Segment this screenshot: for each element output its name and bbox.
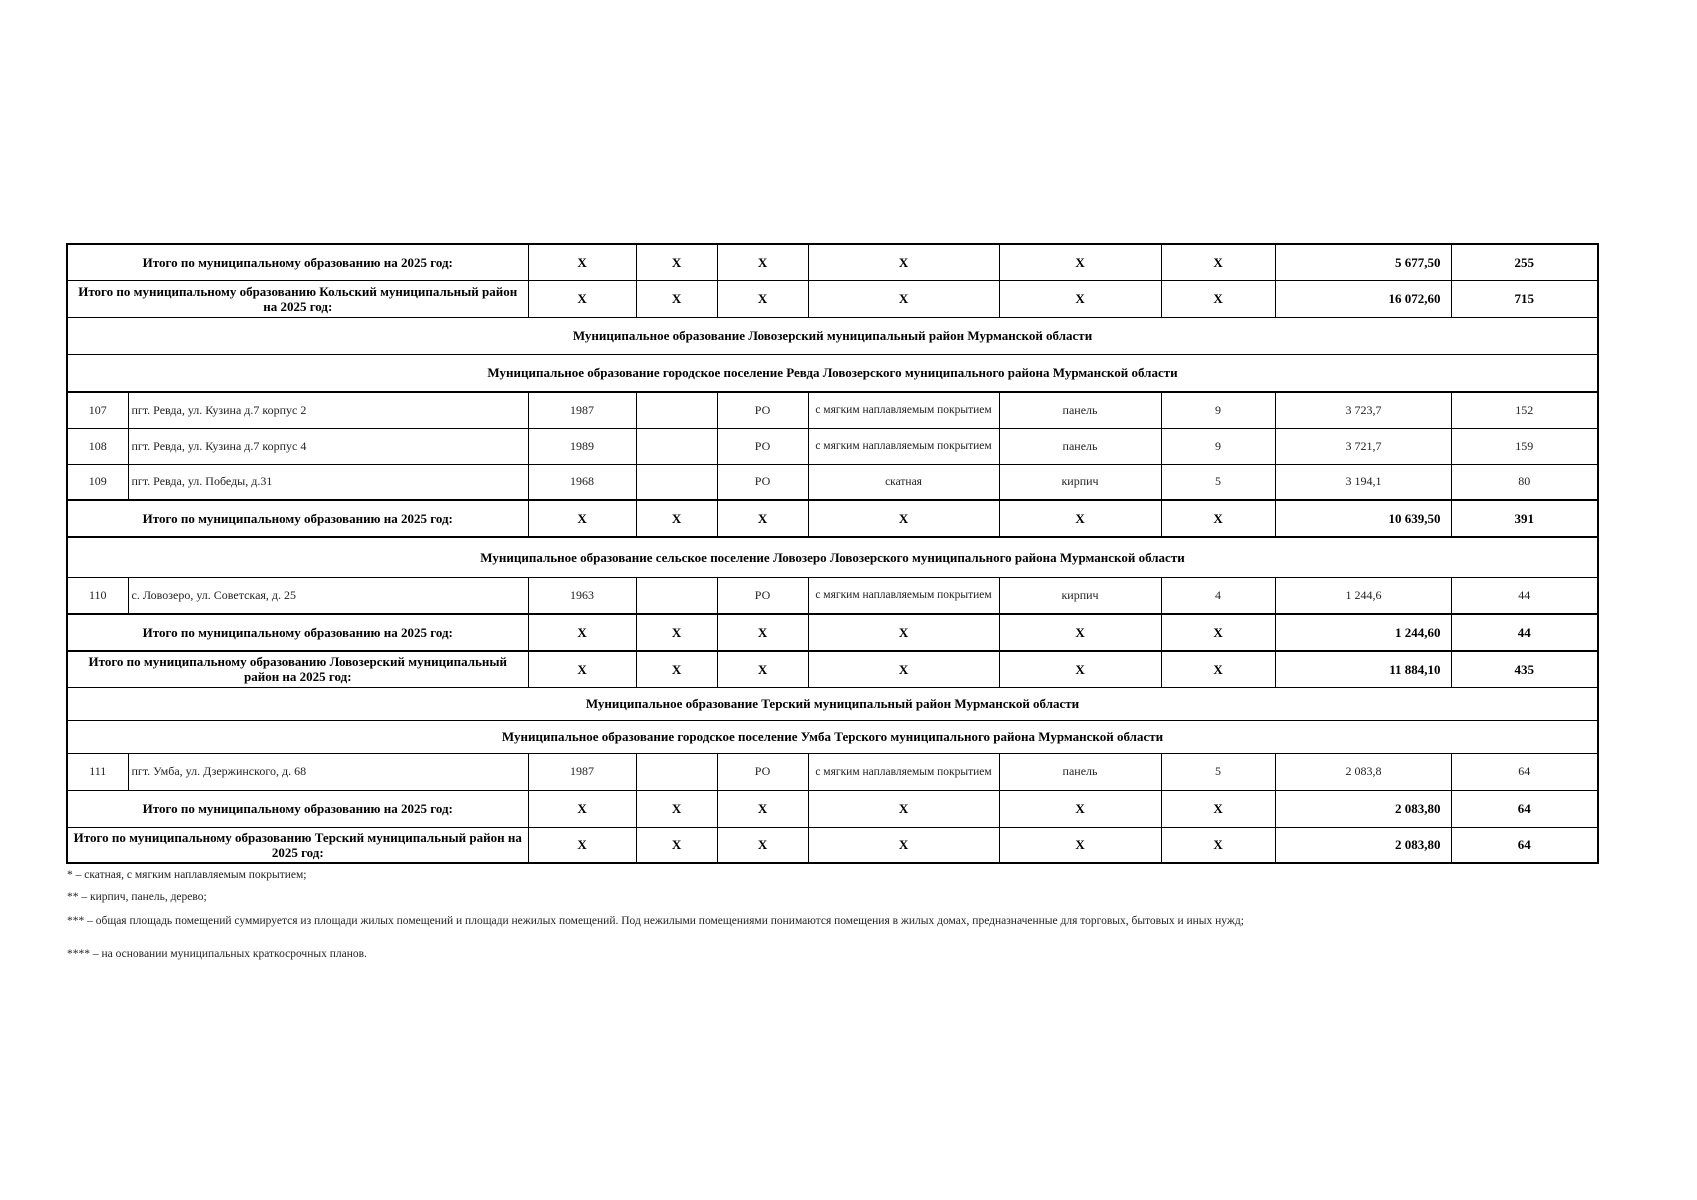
total-row xyxy=(67,790,1598,827)
total-area: 11 884,10 xyxy=(1275,651,1451,687)
address-cell: пгт. Ревда, ул. Кузина д.7 корпус 2 xyxy=(128,392,528,428)
total-label: Итого по муниципальному образованию на 2025 год: xyxy=(67,244,528,280)
year-cell: 1987 xyxy=(528,753,636,790)
row-number: 108 xyxy=(67,428,128,464)
total-label: Итого по муниципальному образованию на 2025 год: xyxy=(67,500,528,537)
table-row xyxy=(67,753,1598,790)
ro-cell: РО xyxy=(717,464,808,500)
total-marker-cell: X xyxy=(528,244,636,280)
year-cell: 1987 xyxy=(528,392,636,428)
row-number: 107 xyxy=(67,392,128,428)
section-title: Муниципальное образование Ловозерский муниципальный район Мурманской области xyxy=(67,317,1598,354)
wall-material-cell: кирпич xyxy=(999,464,1161,500)
roof-type-cell: с мягким наплавляемым покрытием xyxy=(808,392,999,428)
count-cell: 44 xyxy=(1451,577,1598,614)
section-header-row xyxy=(67,687,1598,720)
wall-material-cell: панель xyxy=(999,428,1161,464)
total-count: 255 xyxy=(1451,244,1598,280)
total-area: 5 677,50 xyxy=(1275,244,1451,280)
section-title: Муниципальное образование сельское поселение Ловозеро Ловозерского муниципального района Мурманской области xyxy=(67,537,1598,577)
total-label: Итого по муниципальному образованию на 2025 год: xyxy=(67,790,528,827)
total-count: 391 xyxy=(1451,500,1598,537)
empty-cell xyxy=(636,464,717,500)
total-row xyxy=(67,280,1598,317)
floors-cell: 5 xyxy=(1161,753,1275,790)
roof-type-cell: с мягким наплавляемым покрытием xyxy=(808,753,999,790)
total-row xyxy=(67,614,1598,651)
address-cell: пгт. Ревда, ул. Победы, д.31 xyxy=(128,464,528,500)
year-cell: 1968 xyxy=(528,464,636,500)
total-marker-cell: X xyxy=(528,790,636,827)
roof-type-cell: с мягким наплавляемым покрытием xyxy=(808,577,999,614)
total-marker-cell: X xyxy=(1161,244,1275,280)
total-marker-cell: X xyxy=(1161,280,1275,317)
total-row xyxy=(67,651,1598,687)
total-marker-cell: X xyxy=(999,614,1161,651)
total-marker-cell: X xyxy=(808,500,999,537)
total-marker-cell: X xyxy=(808,280,999,317)
count-cell: 152 xyxy=(1451,392,1598,428)
area-cell: 2 083,8 xyxy=(1275,753,1451,790)
empty-cell xyxy=(636,753,717,790)
total-marker-cell: X xyxy=(528,827,636,863)
total-count: 715 xyxy=(1451,280,1598,317)
total-marker-cell: X xyxy=(717,280,808,317)
total-marker-cell: X xyxy=(636,651,717,687)
year-cell: 1989 xyxy=(528,428,636,464)
roof-type-cell: скатная xyxy=(808,464,999,500)
empty-cell xyxy=(636,577,717,614)
total-marker-cell: X xyxy=(999,827,1161,863)
total-count: 64 xyxy=(1451,790,1598,827)
housing-register-table xyxy=(66,243,1599,864)
wall-material-cell: кирпич xyxy=(999,577,1161,614)
ro-cell: РО xyxy=(717,577,808,614)
section-header-row xyxy=(67,720,1598,753)
total-marker-cell: X xyxy=(1161,500,1275,537)
total-area: 2 083,80 xyxy=(1275,827,1451,863)
floors-cell: 9 xyxy=(1161,392,1275,428)
footnote-4: **** – на основании муниципальных краткосрочных планов. xyxy=(67,948,367,960)
section-header-row xyxy=(67,537,1598,577)
address-cell: пгт. Умба, ул. Дзержинского, д. 68 xyxy=(128,753,528,790)
count-cell: 159 xyxy=(1451,428,1598,464)
total-label: Итого по муниципальному образованию Ловозерский муниципальный район на 2025 год: xyxy=(67,651,528,687)
total-marker-cell: X xyxy=(999,500,1161,537)
total-marker-cell: X xyxy=(717,614,808,651)
total-marker-cell: X xyxy=(636,790,717,827)
area-cell: 3 721,7 xyxy=(1275,428,1451,464)
row-number: 111 xyxy=(67,753,128,790)
total-marker-cell: X xyxy=(717,790,808,827)
section-title: Муниципальное образование городское поселение Ревда Ловозерского муниципального района Мурманской области xyxy=(67,354,1598,392)
table-row xyxy=(67,577,1598,614)
roof-type-cell: с мягким наплавляемым покрытием xyxy=(808,428,999,464)
count-cell: 80 xyxy=(1451,464,1598,500)
section-header-row xyxy=(67,354,1598,392)
footnote-1: * – скатная, с мягким наплавляемым покрытием; xyxy=(67,869,307,881)
total-label: Итого по муниципальному образованию Кольский муниципальный район на 2025 год: xyxy=(67,280,528,317)
floors-cell: 9 xyxy=(1161,428,1275,464)
total-marker-cell: X xyxy=(636,827,717,863)
total-row xyxy=(67,500,1598,537)
floors-cell: 4 xyxy=(1161,577,1275,614)
total-marker-cell: X xyxy=(717,827,808,863)
footnote-2: ** – кирпич, панель, дерево; xyxy=(67,891,207,903)
address-cell: с. Ловозеро, ул. Советская, д. 25 xyxy=(128,577,528,614)
total-label: Итого по муниципальному образованию на 2025 год: xyxy=(67,614,528,651)
total-marker-cell: X xyxy=(808,790,999,827)
total-marker-cell: X xyxy=(1161,614,1275,651)
total-marker-cell: X xyxy=(1161,651,1275,687)
total-count: 64 xyxy=(1451,827,1598,863)
row-number: 110 xyxy=(67,577,128,614)
total-count: 44 xyxy=(1451,614,1598,651)
total-area: 1 244,60 xyxy=(1275,614,1451,651)
section-header-row xyxy=(67,317,1598,354)
area-cell: 3 194,1 xyxy=(1275,464,1451,500)
total-row xyxy=(67,827,1598,863)
total-area: 2 083,80 xyxy=(1275,790,1451,827)
total-marker-cell: X xyxy=(999,244,1161,280)
table-row xyxy=(67,428,1598,464)
table-row xyxy=(67,392,1598,428)
total-marker-cell: X xyxy=(808,651,999,687)
total-area: 10 639,50 xyxy=(1275,500,1451,537)
wall-material-cell: панель xyxy=(999,753,1161,790)
total-marker-cell: X xyxy=(528,651,636,687)
table-row xyxy=(67,464,1598,500)
total-marker-cell: X xyxy=(717,244,808,280)
total-label: Итого по муниципальному образованию Терский муниципальный район на 2025 год: xyxy=(67,827,528,863)
section-title: Муниципальное образование Терский муниципальный район Мурманской области xyxy=(67,687,1598,720)
row-number: 109 xyxy=(67,464,128,500)
total-marker-cell: X xyxy=(528,614,636,651)
total-marker-cell: X xyxy=(636,500,717,537)
total-marker-cell: X xyxy=(999,651,1161,687)
total-marker-cell: X xyxy=(1161,827,1275,863)
year-cell: 1963 xyxy=(528,577,636,614)
total-marker-cell: X xyxy=(528,500,636,537)
footnote-3: *** – общая площадь помещений суммируется из площади жилых помещений и площади нежилых помещений. Под нежилыми помещениями понимаются помещения в жилых домах, предназначенные для торговых, бытовых и иных нужд; xyxy=(67,915,1244,927)
total-marker-cell: X xyxy=(808,614,999,651)
empty-cell xyxy=(636,428,717,464)
address-cell: пгт. Ревда, ул. Кузина д.7 корпус 4 xyxy=(128,428,528,464)
total-row xyxy=(67,244,1598,280)
floors-cell: 5 xyxy=(1161,464,1275,500)
total-marker-cell: X xyxy=(1161,790,1275,827)
total-count: 435 xyxy=(1451,651,1598,687)
section-title: Муниципальное образование городское поселение Умба Терского муниципального района Мурманской области xyxy=(67,720,1598,753)
total-marker-cell: X xyxy=(636,614,717,651)
area-cell: 1 244,6 xyxy=(1275,577,1451,614)
total-marker-cell: X xyxy=(808,244,999,280)
total-marker-cell: X xyxy=(528,280,636,317)
ro-cell: РО xyxy=(717,428,808,464)
wall-material-cell: панель xyxy=(999,392,1161,428)
area-cell: 3 723,7 xyxy=(1275,392,1451,428)
total-area: 16 072,60 xyxy=(1275,280,1451,317)
ro-cell: РО xyxy=(717,392,808,428)
total-marker-cell: X xyxy=(999,280,1161,317)
table-body xyxy=(67,244,1598,863)
total-marker-cell: X xyxy=(636,244,717,280)
total-marker-cell: X xyxy=(717,651,808,687)
total-marker-cell: X xyxy=(999,790,1161,827)
total-marker-cell: X xyxy=(717,500,808,537)
total-marker-cell: X xyxy=(808,827,999,863)
total-marker-cell: X xyxy=(636,280,717,317)
count-cell: 64 xyxy=(1451,753,1598,790)
empty-cell xyxy=(636,392,717,428)
ro-cell: РО xyxy=(717,753,808,790)
